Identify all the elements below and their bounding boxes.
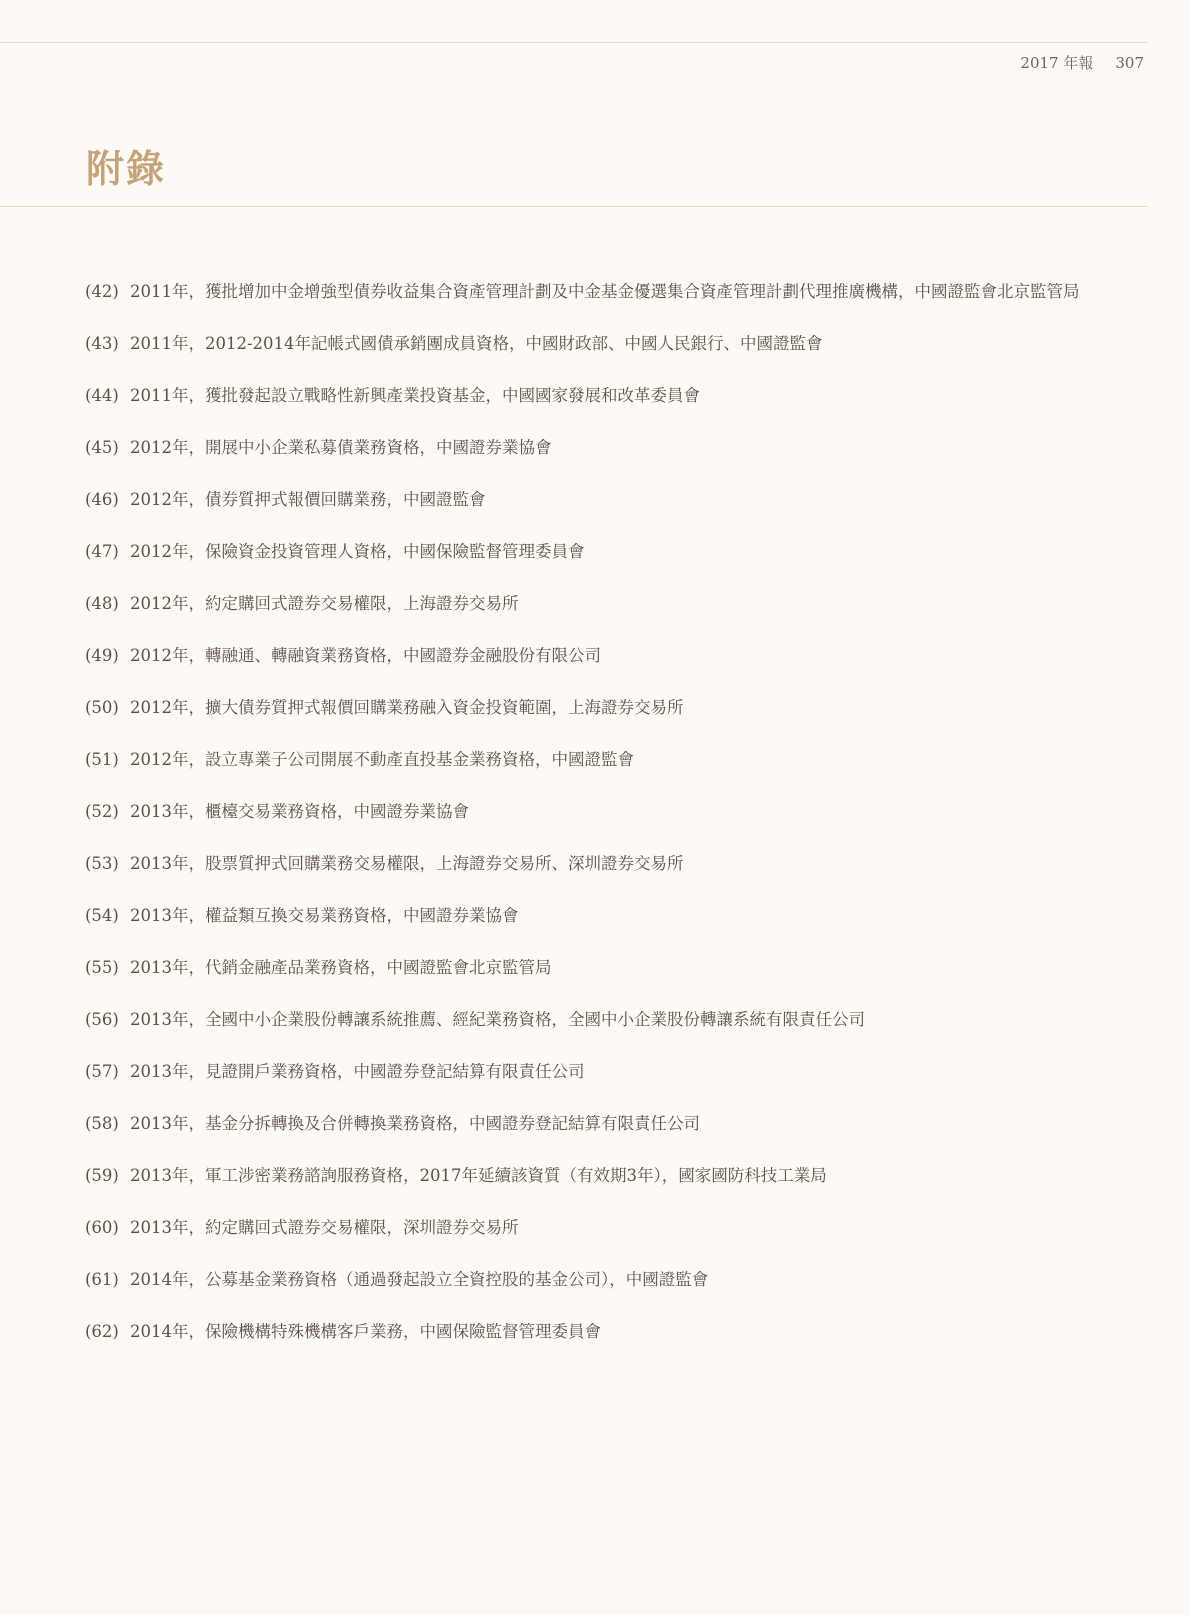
item-text: 2012年，開展中小企業私募債業務資格，中國證券業協會 [130, 438, 552, 457]
list-item [85, 276, 1115, 307]
item-number: (61) [85, 1270, 119, 1289]
item-text: 2014年，公募基金業務資格（通過發起設立全資控股的基金公司），中國證監會 [130, 1270, 709, 1289]
list-item [85, 432, 1115, 463]
item-text: 2013年，基金分拆轉換及合併轉換業務資格，中國證券登記結算有限責任公司 [130, 1114, 700, 1133]
item-text: 2012年，債券質押式報價回購業務，中國證監會 [130, 490, 486, 509]
item-text: 2013年，約定購回式證券交易權限，深圳證券交易所 [130, 1218, 519, 1237]
list-item [85, 1056, 1115, 1087]
item-number: (50) [85, 698, 119, 717]
item-text: 2011年，2012-2014年記帳式國債承銷團成員資格，中國財政部、中國人民銀行、中國證監會 [130, 334, 823, 353]
item-number: (58) [85, 1114, 119, 1133]
list-item [85, 900, 1115, 931]
item-number: (47) [85, 542, 119, 561]
item-text: 2011年，獲批發起設立戰略性新興產業投資基金，中國國家發展和改革委員會 [130, 386, 700, 405]
list-item [85, 744, 1115, 775]
list-item [85, 796, 1115, 827]
list-item [85, 380, 1115, 411]
list-item [85, 484, 1115, 515]
list-item [85, 536, 1115, 567]
list-item [85, 848, 1115, 879]
item-text: 2013年，見證開戶業務資格，中國證券登記結算有限責任公司 [130, 1062, 585, 1081]
item-number: (43) [85, 334, 119, 353]
report-year-label: 2017 年報 [1020, 54, 1094, 72]
item-number: (54) [85, 906, 119, 925]
item-number: (55) [85, 958, 119, 977]
item-text: 2013年，代銷金融產品業務資格，中國證監會北京監管局 [130, 958, 552, 977]
list-item [85, 1108, 1115, 1139]
item-number: (49) [85, 646, 119, 665]
item-number: (60) [85, 1218, 119, 1237]
item-text: 2012年，約定購回式證券交易權限，上海證券交易所 [130, 594, 519, 613]
item-text: 2011年，獲批增加中金增強型債券收益集合資產管理計劃及中金基金優選集合資產管理計劃代理推廣機構，中國證監會北京監管局 [130, 282, 1080, 301]
qualification-list [85, 276, 1115, 1368]
list-item [85, 692, 1115, 723]
item-number: (57) [85, 1062, 119, 1081]
list-item [85, 1264, 1115, 1295]
item-text: 2012年，擴大債券質押式報價回購業務融入資金投資範圍，上海證券交易所 [130, 698, 684, 717]
header-rule [0, 42, 1148, 43]
item-number: (56) [85, 1010, 119, 1029]
page-number: 307 [1115, 54, 1144, 72]
item-number: (62) [85, 1322, 119, 1341]
list-item [85, 328, 1115, 359]
item-text: 2014年，保險機構特殊機構客戶業務，中國保險監督管理委員會 [130, 1322, 601, 1341]
item-text: 2013年，權益類互換交易業務資格，中國證券業協會 [130, 906, 519, 925]
page-header [1020, 52, 1144, 73]
item-number: (42) [85, 282, 119, 301]
section-title: 附錄 [86, 146, 167, 191]
item-text: 2012年，保險資金投資管理人資格，中國保險監督管理委員會 [130, 542, 585, 561]
item-number: (45) [85, 438, 119, 457]
item-number: (52) [85, 802, 119, 821]
item-text: 2013年，櫃檯交易業務資格，中國證券業協會 [130, 802, 469, 821]
item-number: (48) [85, 594, 119, 613]
list-item [85, 1160, 1115, 1191]
item-text: 2012年，設立專業子公司開展不動產直投基金業務資格，中國證監會 [130, 750, 634, 769]
list-item [85, 952, 1115, 983]
item-text: 2013年，軍工涉密業務諮詢服務資格，2017年延續該資質（有效期3年），國家國防科技工業局 [130, 1166, 827, 1185]
item-number: (51) [85, 750, 119, 769]
item-text: 2013年，股票質押式回購業務交易權限，上海證券交易所、深圳證券交易所 [130, 854, 684, 873]
list-item [85, 588, 1115, 619]
title-divider [0, 206, 1148, 207]
list-item [85, 1212, 1115, 1243]
item-number: (53) [85, 854, 119, 873]
list-item [85, 1316, 1115, 1347]
item-number: (59) [85, 1166, 119, 1185]
list-item [85, 1004, 1115, 1035]
list-item [85, 640, 1115, 671]
item-number: (46) [85, 490, 119, 509]
item-number: (44) [85, 386, 119, 405]
item-text: 2013年，全國中小企業股份轉讓系統推薦、經紀業務資格，全國中小企業股份轉讓系統有限責任公司 [130, 1010, 865, 1029]
item-text: 2012年，轉融通、轉融資業務資格，中國證券金融股份有限公司 [130, 646, 601, 665]
